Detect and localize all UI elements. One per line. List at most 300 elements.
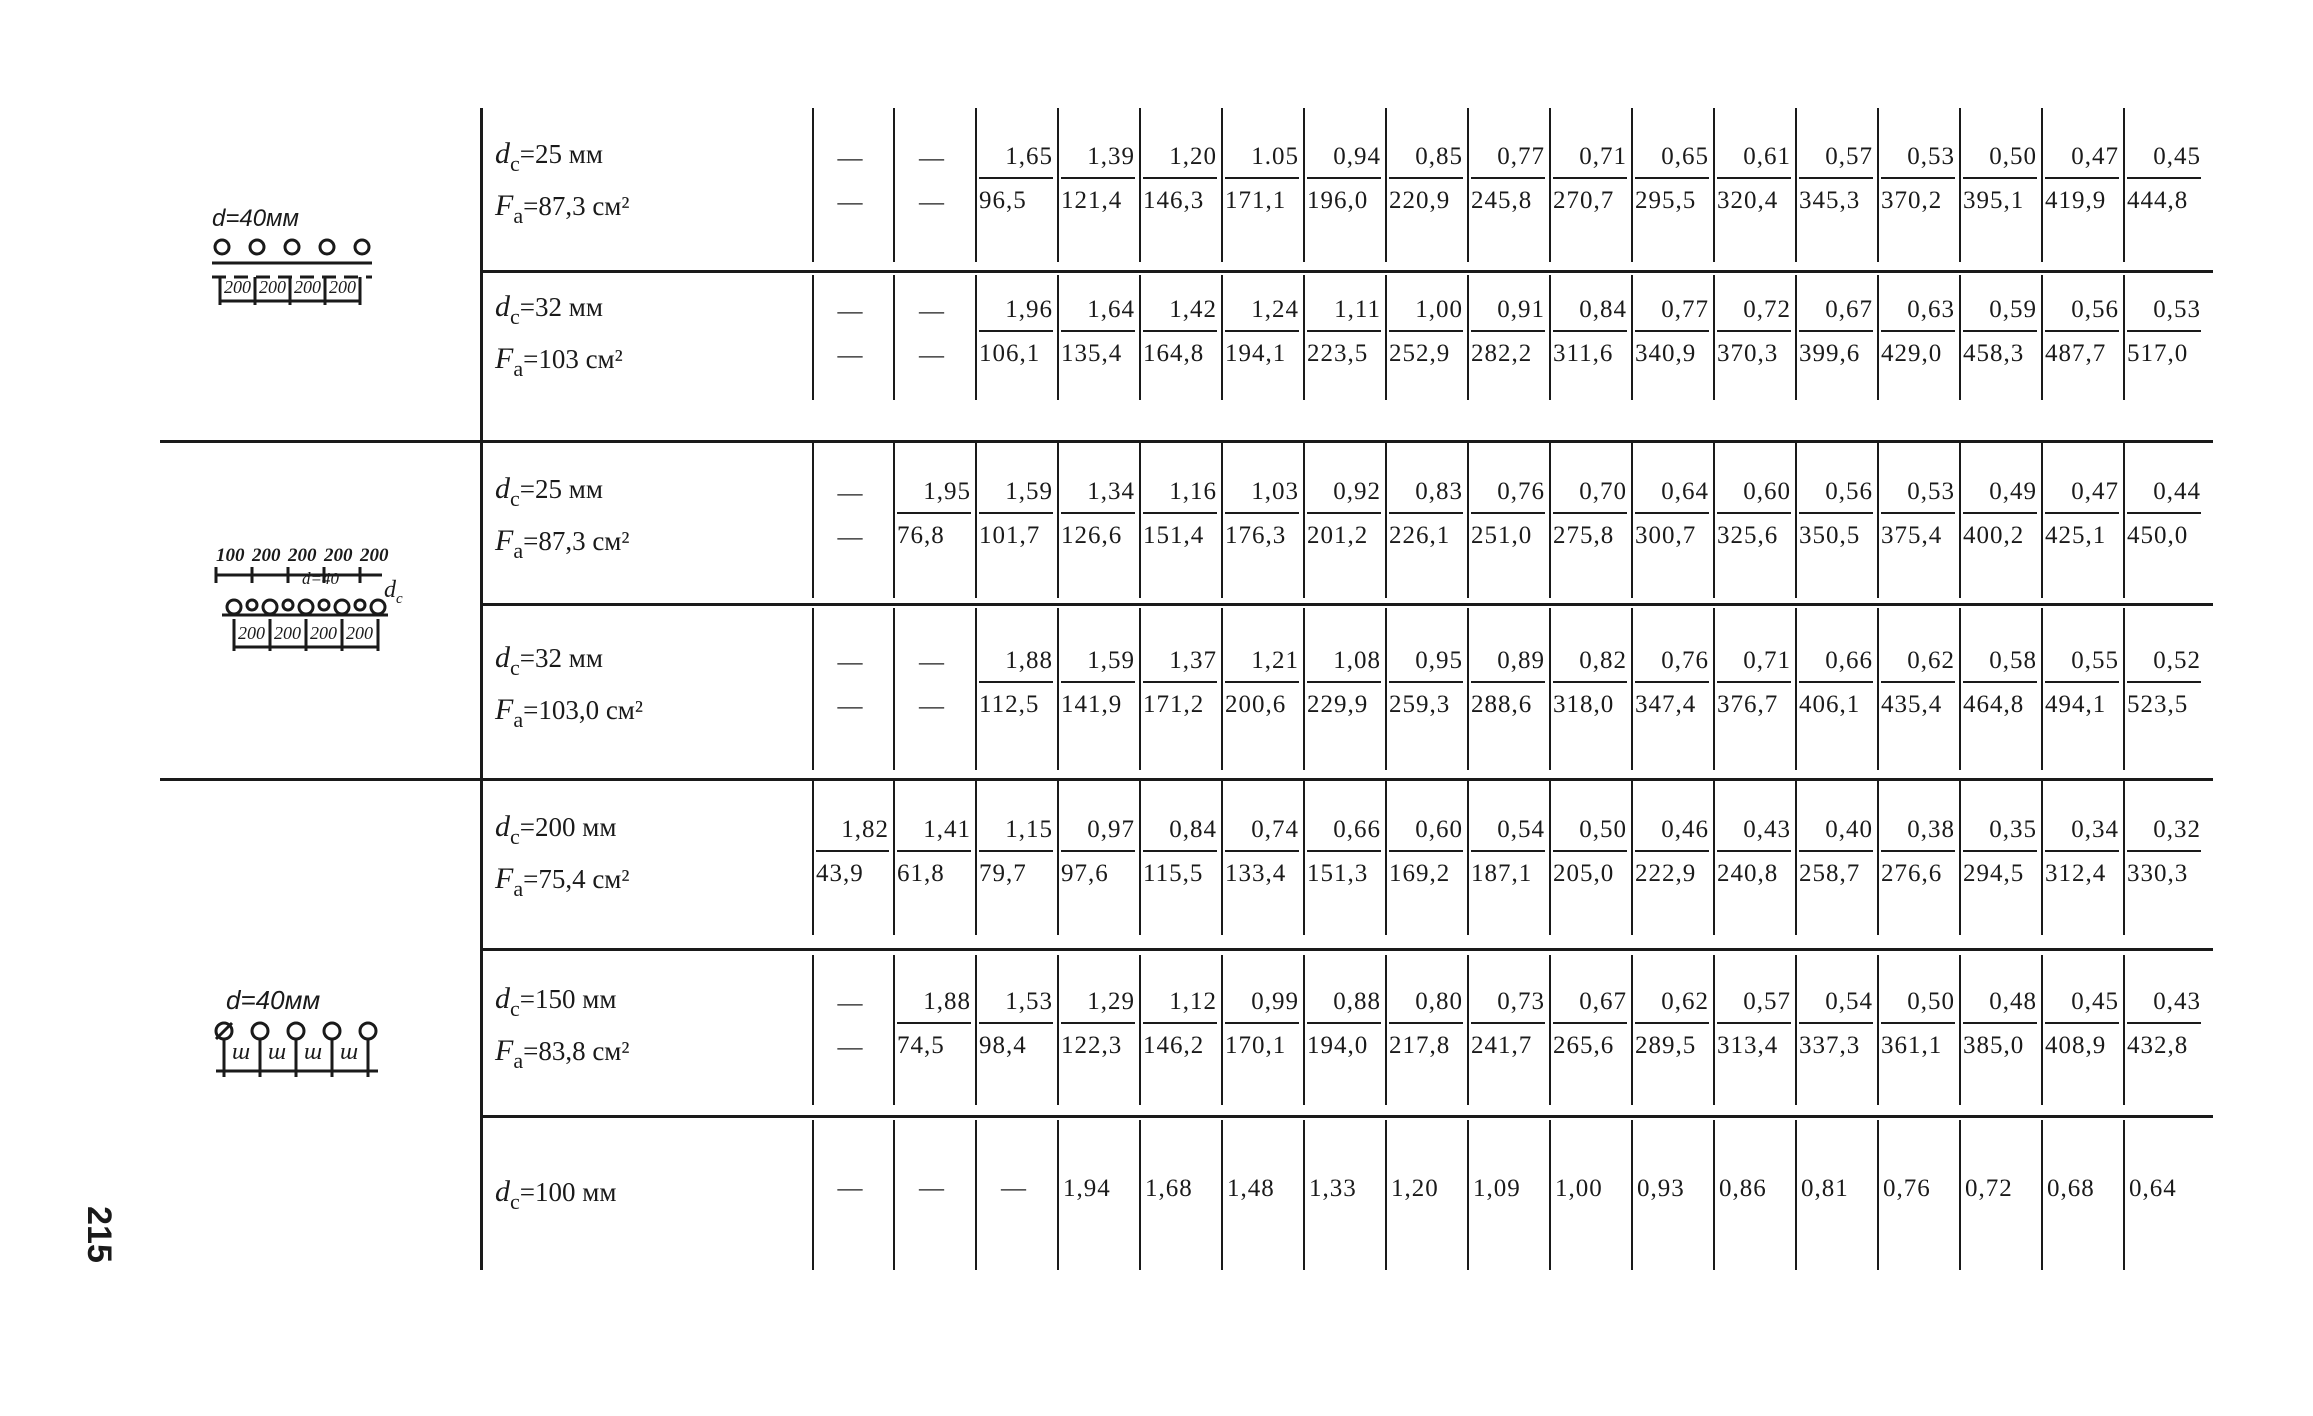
column-divider [1303,275,1305,400]
column-divider [2041,955,2043,1105]
fraction-bar [1553,177,1627,179]
column-divider [1877,608,1879,770]
table-cell-value: 318,0 [1553,691,1615,718]
fraction-bar [2045,512,2119,514]
row-separator [480,1115,2213,1118]
fraction-bar [1225,330,1299,332]
table-cell-coefficient: 0,76 [1883,1175,1931,1202]
fraction-bar [2045,1022,2119,1024]
column-divider [1959,442,1961,598]
table-cell-coefficient: 1,48 [1227,1175,1275,1202]
table-cell-value: 300,7 [1635,522,1697,549]
table-cell-value: 408,9 [2045,1032,2107,1059]
column-divider [2123,780,2125,935]
fraction-bar [1717,512,1791,514]
table-cell-value: 320,4 [1717,187,1779,214]
table-cell-value: 176,3 [1225,522,1287,549]
table-cell-coefficient: 0,43 [1743,815,1791,843]
table-cell-dash: — [837,524,864,551]
table-cell-value: 523,5 [2127,691,2189,718]
table-cell-value: 194,0 [1307,1032,1369,1059]
fraction-bar [2127,512,2201,514]
fraction-bar [1881,1022,1955,1024]
fraction-bar [1471,681,1545,683]
table-cell-value: 340,9 [1635,339,1697,367]
row-separator [480,270,2213,273]
fraction-bar [1635,850,1709,852]
table-cell-coefficient: 0,67 [1825,295,1873,323]
table-cell-coefficient: 0,50 [1579,815,1627,843]
column-divider [1631,275,1633,400]
diagram-1-tick-2: 200 [259,277,286,297]
fraction-bar [897,850,971,852]
table-cell-coefficient: 0,91 [1497,295,1545,323]
column-divider [2041,442,2043,598]
table-cell-coefficient: 0,49 [1989,478,2037,505]
diagram-2-top-4: 200 [324,545,353,566]
fraction-bar [1799,177,1873,179]
column-divider [1057,275,1059,400]
table-cell-value: 79,7 [979,859,1027,887]
table-cell-dash: — [837,1034,864,1061]
column-divider [2041,780,2043,935]
fraction-bar [1061,330,1135,332]
fraction-bar [897,512,971,514]
table-cell-coefficient: 0,72 [1743,295,1791,323]
column-divider [812,275,814,400]
table-cell-value: 200,6 [1225,691,1287,718]
table-cell-value: 370,3 [1717,339,1779,367]
table-cell-value: 444,8 [2127,187,2189,214]
table-cell-coefficient: 0,52 [2153,647,2201,674]
table-cell-value: 258,7 [1799,859,1861,887]
table-cell-coefficient: 0,80 [1415,988,1463,1015]
column-divider [1713,780,1715,935]
table-cell-value: 74,5 [897,1032,945,1059]
table-cell-coefficient: 0,71 [1743,647,1791,674]
table-cell-coefficient: 0,77 [1497,143,1545,170]
column-divider [1549,780,1551,935]
column-divider [1877,780,1879,935]
table-cell-coefficient: 0,66 [1333,815,1381,843]
table-cell-dash: — [837,649,864,676]
table-cell-coefficient: 0,50 [1907,988,1955,1015]
table-cell-coefficient: 0,64 [1661,478,1709,505]
table-cell-coefficient: 0,57 [1825,143,1873,170]
fraction-bar [1471,850,1545,852]
column-divider [2123,955,2125,1105]
column-divider [1959,275,1961,400]
fraction-bar [979,1022,1053,1024]
row-separator [160,440,2213,443]
fraction-bar [1225,850,1299,852]
table-cell-coefficient: 1,59 [1005,478,1053,505]
table-cell-coefficient: 0,83 [1415,478,1463,505]
table-cell-value: 61,8 [897,859,945,887]
table-cell-value: 464,8 [1963,691,2025,718]
fraction-bar [1635,1022,1709,1024]
table-cell-coefficient: 0,45 [2071,988,2119,1015]
table-cell-coefficient: 0,71 [1579,143,1627,170]
table-cell-coefficient: 1,34 [1087,478,1135,505]
table-cell-value: 395,1 [1963,187,2025,214]
column-divider [1303,608,1305,770]
column-divider [1631,780,1633,935]
column-divider [1467,275,1469,400]
fraction-bar [1225,1022,1299,1024]
column-divider [1631,608,1633,770]
column-divider [1385,108,1387,262]
row-param-d: $d_c=32$ мм [495,641,603,680]
column-divider [975,442,977,598]
column-divider [1221,442,1223,598]
column-divider [893,780,895,935]
column-divider [1221,955,1223,1105]
table-cell-coefficient: 0,50 [1989,143,2037,170]
column-divider [1467,955,1469,1105]
diagram-2-mid-label: d=40 [302,569,339,588]
table-cell-coefficient: 0,88 [1333,988,1381,1015]
fraction-bar [1471,330,1545,332]
fraction-bar [2045,330,2119,332]
table-cell-dash: — [919,693,945,720]
table-cell-value: 101,7 [979,522,1041,549]
table-cell-coefficient: 0,44 [2153,478,2201,505]
fraction-bar [1635,330,1709,332]
diagram-2-top-3: 200 [288,545,317,566]
fraction-bar [1799,850,1873,852]
diagram-2-tick-4: 200 [346,623,373,643]
diagram-3-tick-1: ш [232,1039,251,1065]
table-cell-value: 164,8 [1143,339,1205,367]
diagram-2-top-5: 200 [360,545,389,566]
table-cell-value: 429,0 [1881,339,1943,367]
table-cell-coefficient: 0,82 [1579,647,1627,674]
table-cell-dash: — [919,649,945,676]
fraction-bar [1881,512,1955,514]
row-separator [160,778,2213,781]
fraction-bar [1307,512,1381,514]
row-param-F: $F_a=103,0$ см² [495,693,643,732]
column-divider [2041,275,2043,400]
column-divider [975,955,977,1105]
diagram-3-tick-3: ш [304,1039,323,1065]
table-cell-value: 265,6 [1553,1032,1615,1059]
table-cell-value: 240,8 [1717,859,1779,887]
diagram-2-side-label: $d_c$ [384,577,403,607]
table-cell-value: 458,3 [1963,339,2025,367]
table-cell-dash: — [837,297,864,325]
table-cell-value: 146,3 [1143,187,1205,214]
diagram-2-tick-3: 200 [310,623,337,643]
table-cell-value: 115,5 [1143,859,1204,887]
column-divider [2123,608,2125,770]
table-cell-coefficient: 1,15 [1005,815,1053,843]
table-cell-coefficient: 1,95 [923,478,971,505]
table-cell-coefficient: 0,68 [2047,1175,2095,1202]
column-divider [1713,955,1715,1105]
column-divider [975,275,977,400]
table-cell-value: 450,0 [2127,522,2189,549]
table-cell-coefficient: 0,58 [1989,647,2037,674]
table-cell-coefficient: 1,42 [1169,295,1217,323]
table-cell-coefficient: 1,12 [1169,988,1217,1015]
fraction-bar [1143,850,1217,852]
diagram-2-tick-1: 200 [238,623,265,643]
table-cell-value: 171,2 [1143,691,1205,718]
table-cell-coefficient: 0,73 [1497,988,1545,1015]
column-divider [1877,955,1879,1105]
column-divider [1139,955,1141,1105]
table-cell-value: 223,5 [1307,339,1369,367]
table-cell-value: 146,2 [1143,1032,1205,1059]
table-cell-value: 294,5 [1963,859,2025,887]
fraction-bar [1471,1022,1545,1024]
column-divider [1795,442,1797,598]
table-cell-dash: — [919,1175,945,1202]
table-cell-dash: — [837,693,864,720]
table-cell-dash: — [837,189,864,216]
fraction-bar [1471,177,1545,179]
table-cell-value: 311,6 [1553,339,1614,367]
fraction-bar [1225,512,1299,514]
column-divider [1057,442,1059,598]
row-param-F: $F_a=87,3$ см² [495,524,630,563]
table-cell-value: 98,4 [979,1032,1027,1059]
table-cell-value: 229,9 [1307,691,1369,718]
table-cell-dash: — [919,341,945,369]
table-cell-value: 97,6 [1061,859,1109,887]
column-divider [1467,108,1469,262]
table-cell-value: 312,4 [2045,859,2107,887]
fraction-bar [1881,177,1955,179]
table-cell-value: 194,1 [1225,339,1287,367]
table-cell-value: 252,9 [1389,339,1451,367]
table-cell-value: 517,0 [2127,339,2189,367]
table-cell-dash: — [919,145,945,172]
table-cell-coefficient: 0,57 [1743,988,1791,1015]
fraction-bar [979,512,1053,514]
table-cell-value: 220,9 [1389,187,1451,214]
fraction-bar [1307,1022,1381,1024]
table-cell-coefficient: 0,61 [1743,143,1791,170]
table-cell-coefficient: 1,08 [1333,647,1381,674]
table-cell-coefficient: 1,03 [1251,478,1299,505]
fraction-bar [816,850,889,852]
reinforcement-diagram-2 [212,545,432,675]
fraction-bar [1307,177,1381,179]
column-divider [1549,442,1551,598]
column-divider [1877,275,1879,400]
table-cell-value: 222,9 [1635,859,1697,887]
table-cell-dash: — [837,990,864,1017]
column-divider [2041,108,2043,262]
table-cell-coefficient: 1,09 [1473,1175,1521,1202]
table-cell-value: 289,5 [1635,1032,1697,1059]
column-divider [1467,780,1469,935]
table-cell-coefficient: 1,96 [1005,295,1053,323]
column-divider [1795,955,1797,1105]
fraction-bar [1061,1022,1135,1024]
table-cell-value: 375,4 [1881,522,1943,549]
diagram-2-top-2: 200 [252,545,281,566]
table-cell-coefficient: 1,68 [1145,1175,1193,1202]
column-divider [1549,275,1551,400]
column-divider [1303,108,1305,262]
row-param-d: $d_c=200$ мм [495,809,617,849]
fraction-bar [1553,850,1627,852]
column-divider [1959,780,1961,935]
reinforcement-diagram-3 [212,985,412,1095]
fraction-bar [1881,850,1955,852]
column-divider [1549,608,1551,770]
fraction-bar [1553,1022,1627,1024]
column-divider [812,955,814,1105]
fraction-bar [1963,330,2037,332]
table-cell-coefficient: 0,56 [1825,478,1873,505]
fraction-bar [1799,330,1873,332]
table-cell-value: 126,6 [1061,522,1123,549]
table-cell-coefficient: 0,77 [1661,295,1709,323]
fraction-bar [1553,681,1627,683]
column-divider [893,108,895,262]
fraction-bar [1471,512,1545,514]
table-cell-value: 133,4 [1225,859,1287,887]
column-divider [1139,780,1141,935]
table-cell-coefficient: 0,86 [1719,1175,1767,1202]
table-cell-coefficient: 0,85 [1415,143,1463,170]
fraction-bar [979,681,1053,683]
row-param-F: $F_a=75,4$ см² [495,861,630,901]
table-cell-coefficient: 0,54 [1825,988,1873,1015]
table-cell-coefficient: 0,47 [2071,478,2119,505]
table-cell-coefficient: 0,84 [1169,815,1217,843]
table-cell-coefficient: 0,64 [2129,1175,2177,1202]
table-cell-coefficient: 1,39 [1087,143,1135,170]
table-cell-coefficient: 0,84 [1579,295,1627,323]
table-cell-coefficient: 0,99 [1251,988,1299,1015]
column-divider [1385,275,1387,400]
column-divider [1385,955,1387,1105]
table-cell-coefficient: 1,29 [1087,988,1135,1015]
row-param-d: $d_c=32$ мм [495,289,603,329]
table-cell-coefficient: 0,40 [1825,815,1873,843]
fraction-bar [897,1022,971,1024]
column-divider [1221,780,1223,935]
table-cell-value: 432,8 [2127,1032,2189,1059]
table-cell-coefficient: 0,76 [1497,478,1545,505]
table-cell-coefficient: 0,53 [2153,295,2201,323]
fraction-bar [1389,177,1463,179]
table-cell-coefficient: 0,95 [1415,647,1463,674]
column-divider [812,780,814,935]
column-divider [893,608,895,770]
column-divider [1303,955,1305,1105]
column-divider [2123,275,2125,400]
table-cell-value: 241,7 [1471,1032,1533,1059]
table-cell-value: 276,6 [1881,859,1943,887]
table-cell-value: 370,2 [1881,187,1943,214]
diagram-3-tick-2: ш [268,1039,287,1065]
table-cell-coefficient: 0,48 [1989,988,2037,1015]
fraction-bar [1553,512,1627,514]
fraction-bar [1635,681,1709,683]
table-cell-coefficient: 1,16 [1169,478,1217,505]
column-divider [1795,608,1797,770]
table-cell-coefficient: 0,74 [1251,815,1299,843]
column-divider [1795,275,1797,400]
column-divider [1139,608,1141,770]
table-cell-value: 121,4 [1061,187,1123,214]
table-cell-coefficient: 0,60 [1415,815,1463,843]
table-cell-dash: — [837,480,864,507]
table-cell-value: 112,5 [979,691,1040,718]
fraction-bar [1799,1022,1873,1024]
table-cell-value: 376,7 [1717,691,1779,718]
table-cell-value: 347,4 [1635,691,1697,718]
table-cell-coefficient: 0,55 [2071,647,2119,674]
diagram-1-tick-1: 200 [224,277,251,297]
table-cell-coefficient: 0,56 [2071,295,2119,323]
fraction-bar [1061,512,1135,514]
fraction-bar [1963,1022,2037,1024]
table-cell-coefficient: 1,00 [1555,1175,1603,1202]
table-cell-value: 259,3 [1389,691,1451,718]
column-divider [2123,108,2125,262]
column-divider [2041,608,2043,770]
table-cell-value: 399,6 [1799,339,1861,367]
column-divider [1959,108,1961,262]
table-cell-value: 435,4 [1881,691,1943,718]
column-divider [1713,108,1715,262]
column-divider [1221,275,1223,400]
table-cell-value: 270,7 [1553,187,1615,214]
fraction-bar [1143,512,1217,514]
table-cell-coefficient: 0,32 [2153,815,2201,843]
table-cell-coefficient: 0,65 [1661,143,1709,170]
table-cell-value: 106,1 [979,339,1041,367]
table-cell-value: 282,2 [1471,339,1533,367]
fraction-bar [1963,177,2037,179]
table-cell-value: 217,8 [1389,1032,1451,1059]
table-cell-value: 171,1 [1225,187,1287,214]
column-divider [1467,442,1469,598]
column-divider [1713,275,1715,400]
table-cell-coefficient: 0,92 [1333,478,1381,505]
column-divider [1057,780,1059,935]
table-cell-coefficient: 1,21 [1251,647,1299,674]
table-cell-coefficient: 0,35 [1989,815,2037,843]
row-param-d: $d_c=100$ мм [495,1175,617,1214]
table-cell-value: 330,3 [2127,859,2189,887]
table-cell-value: 494,1 [2045,691,2107,718]
diagram-1-tick-3: 200 [294,277,321,297]
fraction-bar [1061,177,1135,179]
row-param-F: $F_a=83,8$ см² [495,1034,630,1073]
table-cell-coefficient: 1,00 [1415,295,1463,323]
table-cell-value: 205,0 [1553,859,1615,887]
table-cell-coefficient: 1,88 [923,988,971,1015]
table-cell-value: 251,0 [1471,522,1533,549]
table-cell-coefficient: 0,97 [1087,815,1135,843]
table-cell-coefficient: 1,53 [1005,988,1053,1015]
page-number: 215 [79,1206,118,1263]
column-divider [1139,442,1141,598]
table-cell-coefficient: 0,47 [2071,143,2119,170]
column-divider [1795,108,1797,262]
table-cell-value: 135,4 [1061,339,1123,367]
table-cell-value: 313,4 [1717,1032,1779,1059]
